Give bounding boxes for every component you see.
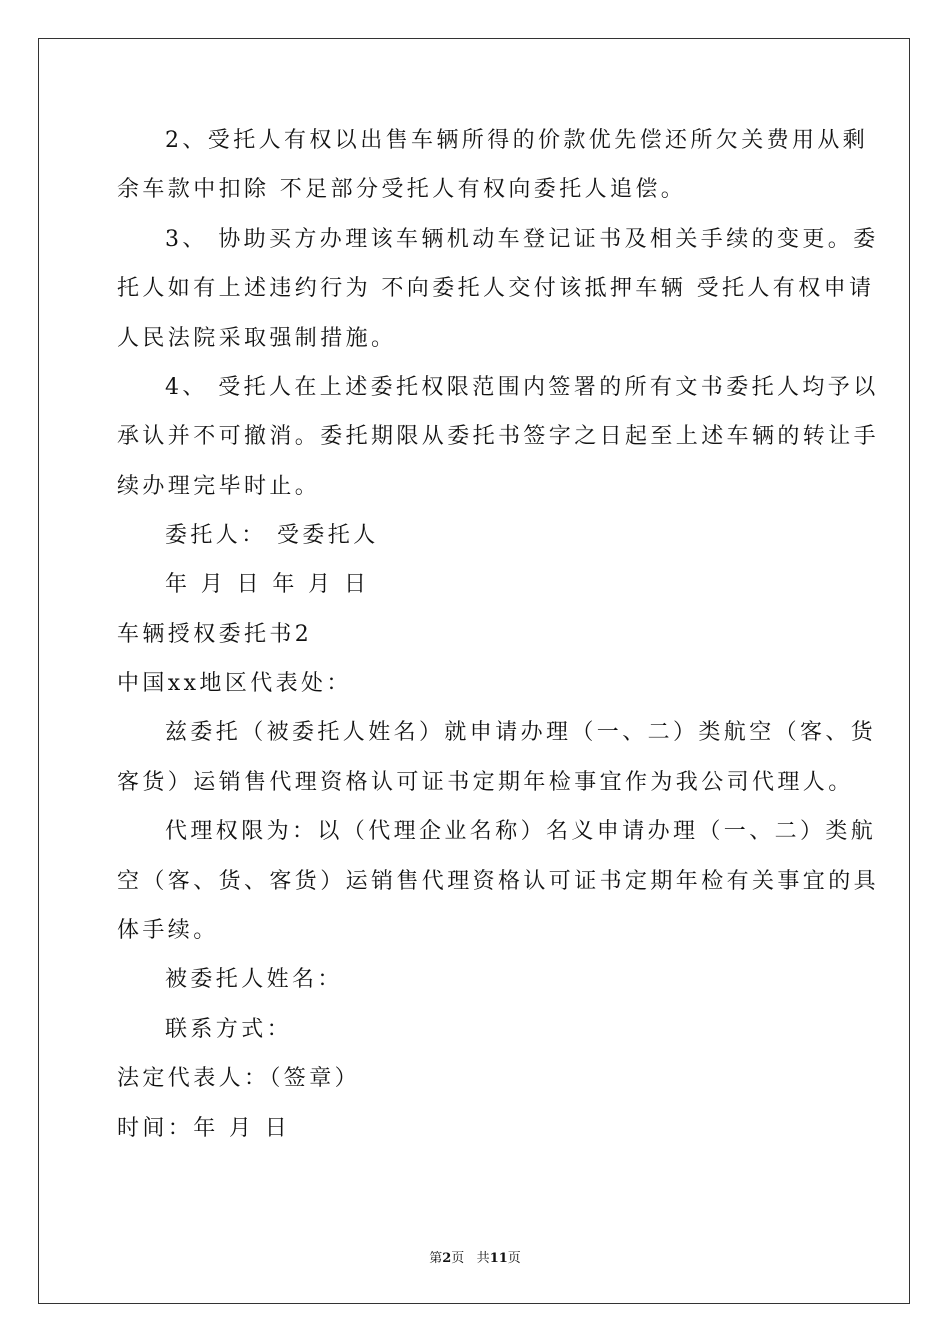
footer-total-prefix: 共	[476, 1251, 490, 1266]
footer-total-suffix: 页	[507, 1251, 521, 1266]
field-label-line: 法定代表人：（签章）	[117, 1066, 361, 1091]
footer-prefix: 第	[429, 1251, 443, 1266]
paragraph-line: 人民法院采取强制措施。	[117, 326, 397, 351]
paragraph-line: 2、受托人有权以出售车辆所得的价款优先偿还所欠关费用从剩	[165, 128, 869, 153]
paragraph-line: 体手续。	[117, 918, 219, 943]
date-line: 年 月 日 年 月 日	[165, 572, 370, 597]
footer-page-number: 2	[442, 1251, 452, 1266]
paragraph-line: 承认并不可撤消。委托期限从委托书签字之日起至上述车辆的转让手	[117, 424, 880, 449]
paragraph-line: 续办理完毕时止。	[117, 474, 321, 499]
section-title: 车辆授权委托书2	[117, 622, 313, 647]
field-label-line: 被委托人姓名：	[165, 967, 343, 992]
paragraph-line: 4、 受托人在上述委托权限范围内签署的所有文书委托人均予以	[165, 375, 879, 400]
addressee-line: 中国xx地区代表处：	[117, 671, 352, 696]
paragraph-line: 余车款中扣除 不足部分受托人有权向委托人追偿。	[117, 177, 687, 202]
signature-label-line: 委托人： 受委托人	[165, 523, 379, 548]
paragraph-line: 客货）运销售代理资格认可证书定期年检事宜作为我公司代理人。	[117, 770, 854, 795]
paragraph-line: 3、 协助买方办理该车辆机动车登记证书及相关手续的变更。委	[165, 227, 879, 252]
paragraph-line: 托人如有上述违约行为 不向委托人交付该抵押车辆 受托人有权申请	[117, 276, 875, 301]
page-footer	[0, 1247, 950, 1266]
paragraph-line: 兹委托（被委托人姓名）就申请办理（一、二）类航空（客、货	[165, 720, 877, 745]
paragraph-line: 空（客、货、客货）运销售代理资格认可证书定期年检有关事宜的具	[117, 869, 880, 894]
field-label-line: 时间：年 月 日	[117, 1116, 291, 1141]
field-label-line: 联系方式：	[165, 1017, 293, 1042]
paragraph-line: 代理权限为：以（代理企业名称）名义申请办理（一、二）类航	[165, 819, 877, 844]
footer-page-suffix: 页	[451, 1251, 465, 1266]
footer-total-pages: 11	[489, 1251, 508, 1266]
